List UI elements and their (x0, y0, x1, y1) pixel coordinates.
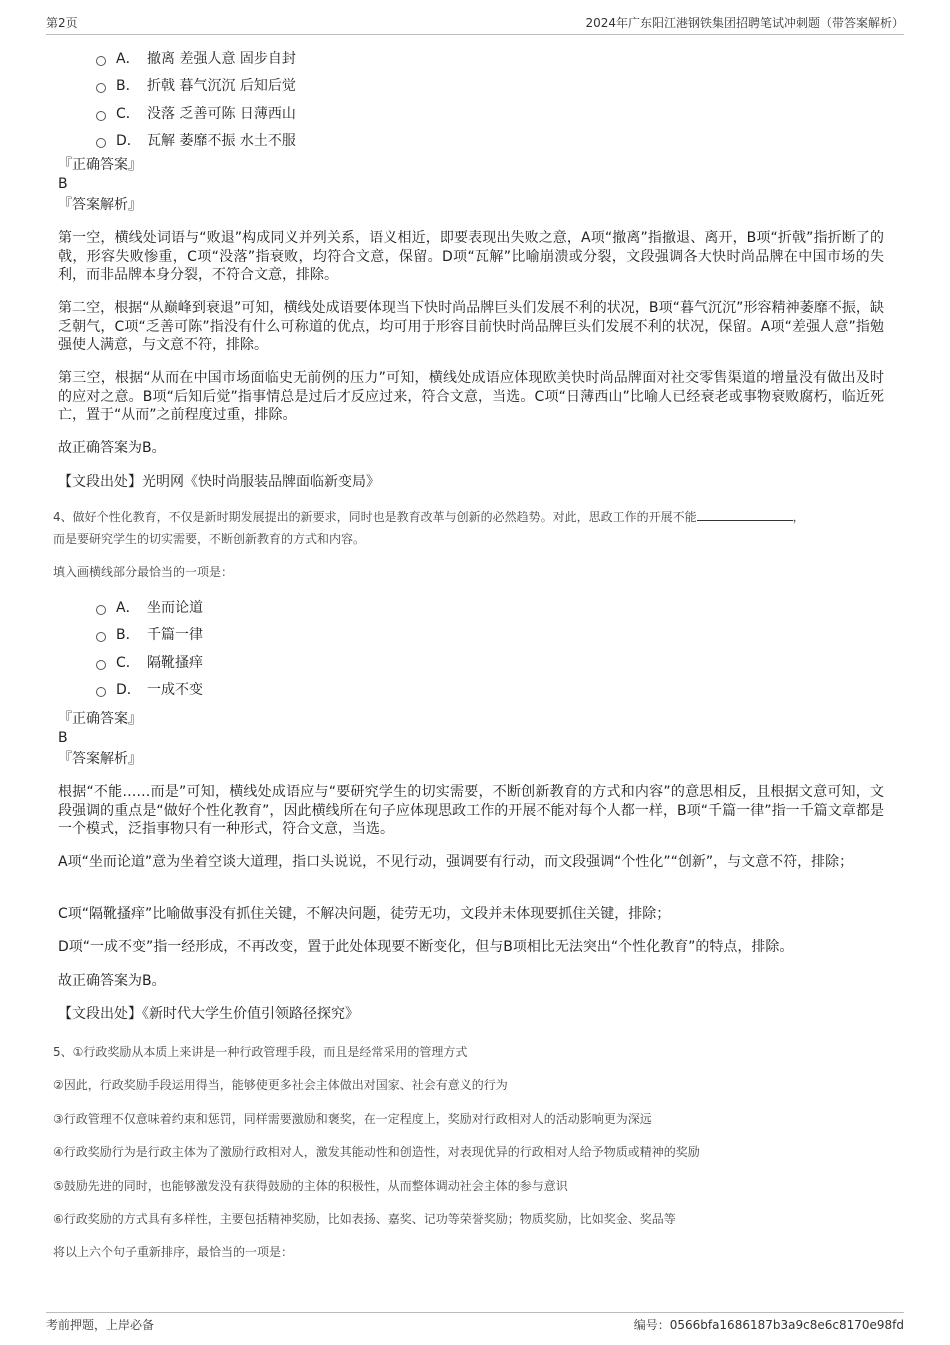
option-text: 瓦解 萎靡不振 水土不服 (147, 133, 296, 150)
option-key: B． (116, 78, 140, 95)
q3-analysis-para-2: 第二空，根据“从巅峰到衰退”可知，横线处成语要体现当下快时尚品牌巨头们发展不利的状况，B项“暮气沉沉”形容精神萎靡不振，缺乏朝气，C项“乏善可陈”指没有什么可称道的优点，均可用于形容目前快时尚品牌巨头们发展不利的状况，保留。A项“差强人意”指勉强使人满意，与文意不符，排除。 (58, 300, 884, 353)
option-text: 坐而论道 (147, 599, 203, 616)
q3-analysis-para-1: 第一空，横线处词语与“败退”构成同义并列关系，语义相近，即要表现出失败之意，A项“撤离”指撤退、离开，B项“折戟”指折断了的戟，形容失败惨重，C项“没落”指衰败，均符合文意，保留。D项“瓦解”比喻崩溃或分裂，文段强调各大快时尚品牌在中国市场的失利，而非品牌本身分裂，不符合文意，排除。 (58, 230, 884, 283)
radio-icon[interactable] (96, 687, 106, 697)
q4-option-d[interactable] (96, 676, 203, 704)
q4-stem-comma: ， (792, 510, 805, 524)
q4-stem (53, 506, 885, 550)
q4-stem-part2: 而是要研究学生的切实需要，不断创新教育的方式和内容。 (53, 532, 366, 546)
q3-answer-label: 『正确答案』 (58, 157, 142, 173)
radio-icon[interactable] (96, 138, 106, 148)
q5-line-6: ⑥行政奖励的方式具有多样性，主要包括精神奖励，比如表扬、嘉奖、记功等荣誉奖励；物质奖励，比如奖金、奖品等 (53, 1212, 676, 1226)
radio-icon[interactable] (96, 605, 106, 615)
option-key: A． (116, 50, 140, 67)
q3-option-b[interactable] (96, 72, 296, 100)
q3-source: 【文段出处】光明网《快时尚服装品牌面临新变局》 (58, 474, 380, 490)
page-number: 第2页 (46, 16, 78, 30)
document-title: 2024年广东阳江港钢铁集团招聘笔试冲刺题（带答案解析） (585, 16, 904, 30)
q4-option-c[interactable] (96, 648, 203, 676)
option-key: D． (116, 133, 141, 150)
q4-option-b[interactable] (96, 621, 203, 649)
q3-option-c[interactable] (96, 99, 296, 127)
option-text: 撤离 差强人意 固步自封 (147, 50, 296, 67)
q4-options (96, 593, 203, 703)
q3-option-a[interactable] (96, 44, 296, 72)
option-text: 一成不变 (147, 682, 203, 699)
footer-slogan: 考前押题，上岸必备 (46, 1318, 155, 1332)
q5-line-4: ④行政奖励行为是行政主体为了激励行政相对人，激发其能动性和创造性，对表现优异的行政相对人给予物质或精神的奖励 (53, 1145, 700, 1159)
radio-icon[interactable] (96, 56, 106, 66)
option-key: A． (116, 599, 140, 616)
q3-option-d[interactable] (96, 127, 296, 155)
q3-conclusion: 故正确答案为B。 (58, 440, 166, 456)
q4-analysis-para-2: A项“坐而论道”意为坐着空谈大道理，指口头说说，不见行动，强调要有行动，而文段强调“个性化”“创新”，与文意不符，排除； (58, 854, 854, 870)
q5-line-1: 5、①行政奖励从本质上来讲是一种行政管理手段，而且是经常采用的管理方式 (53, 1045, 468, 1059)
page-footer (46, 1312, 904, 1336)
option-text: 隔靴搔痒 (147, 654, 203, 671)
radio-icon[interactable] (96, 660, 106, 670)
q3-answer: B (58, 176, 68, 192)
q4-analysis-para-4: D项“一成不变”指一经形成，不再改变，置于此处体现要不断变化，但与B项相比无法突出“个性化教育”的特点，排除。 (58, 939, 794, 955)
option-text: 折戟 暮气沉沉 后知后觉 (147, 78, 296, 95)
q4-analysis-label: 『答案解析』 (58, 751, 142, 767)
option-key: C． (116, 654, 140, 671)
radio-icon[interactable] (96, 632, 106, 642)
q4-stem-part1: 4、做好个性化教育，不仅是新时期发展提出的新要求，同时也是教育改革与创新的必然趋势。对此，思政工作的开展不能 (53, 510, 697, 524)
option-text: 没落 乏善可陈 日薄西山 (147, 105, 296, 122)
q5-line-5: ⑤鼓励先进的同时，也能够激发没有获得鼓励的主体的积极性，从而整体调动社会主体的参与意识 (53, 1179, 568, 1193)
q5-prompt: 将以上六个句子重新排序，最恰当的一项是： (53, 1245, 294, 1259)
q3-options (96, 44, 296, 154)
radio-icon[interactable] (96, 83, 106, 93)
q5-line-2: ②因此，行政奖励手段运用得当，能够使更多社会主体做出对国家、社会有意义的行为 (53, 1078, 508, 1092)
q4-conclusion: 故正确答案为B。 (58, 973, 166, 989)
q5-line-3: ③行政管理不仅意味着约束和惩罚，同样需要激励和褒奖，在一定程度上，奖励对行政相对人的活动影响更为深远 (53, 1112, 652, 1126)
q4-answer: B (58, 730, 68, 746)
q4-option-a[interactable] (96, 593, 203, 621)
q4-analysis-para-3: C项“隔靴搔痒”比喻做事没有抓住关键，不解决问题，徒劳无功，文段并未体现要抓住关键，排除； (58, 906, 671, 922)
page-header (46, 14, 904, 35)
document-id: 编号：0566bfa1686187b3a9c8e6c8170e98fd (633, 1318, 904, 1332)
option-text: 千篇一律 (147, 627, 203, 644)
q4-answer-label: 『正确答案』 (58, 711, 142, 727)
q4-source: 【文段出处】《新时代大学生价值引领路径探究》 (58, 1006, 359, 1022)
q3-analysis-para-3: 第三空，根据“从而在中国市场面临史无前例的压力”可知，横线处成语应体现欧美快时尚品牌面对社交零售渠道的增量没有做出及时的应对之意。B项“后知后觉”指事情总是过后才反应过来，符合文意，当选。C项“日薄西山”比喻人已经衰老或事物衰败腐朽，临近死亡，置于“从而”之前程度过重，排除。 (58, 370, 884, 423)
q4-analysis-para-1: 根据“不能……而是”可知，横线处成语应与“要研究学生的切实需要，不断创新教育的方式和内容”的意思相反，且根据文意可知，文段强调的重点是“做好个性化教育”，因此横线所在句子应体现思政工作的开展不能对每个人都一样，B项“千篇一律”指一千篇文章都是一个模式，泛指事物只有一种形式，符合文意，当选。 (58, 784, 884, 837)
answer-blank (697, 508, 793, 521)
option-key: D． (116, 682, 141, 699)
option-key: C． (116, 105, 140, 122)
q3-analysis-label: 『答案解析』 (58, 197, 142, 213)
option-key: B． (116, 627, 140, 644)
radio-icon[interactable] (96, 111, 106, 121)
q4-prompt: 填入画横线部分最恰当的一项是： (53, 565, 234, 579)
